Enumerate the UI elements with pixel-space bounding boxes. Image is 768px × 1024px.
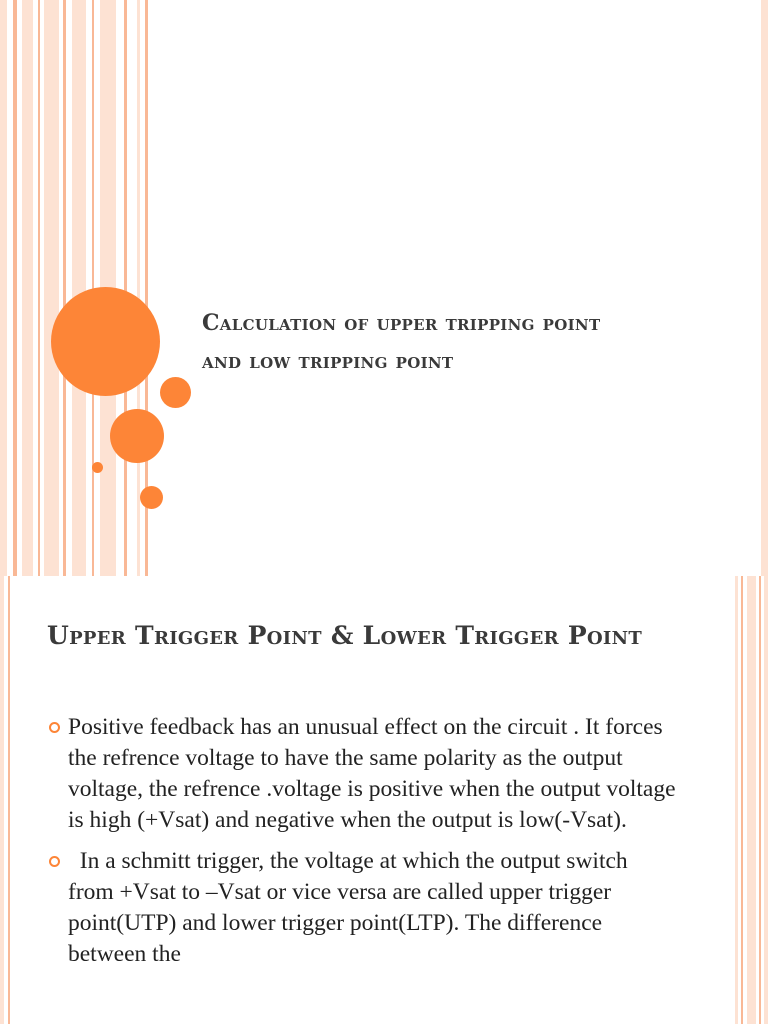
bullet-circle-icon bbox=[49, 722, 60, 733]
decor-circle bbox=[160, 377, 191, 408]
decor-circle bbox=[110, 409, 164, 463]
decor-stripe bbox=[735, 576, 738, 1024]
decor-stripe bbox=[22, 0, 33, 576]
decor-stripe bbox=[124, 0, 127, 576]
bullet-text: Positive feedback has an unusual effect on the circuit . It forces the refrence voltage to have the same polarity as the output voltage, the refrence .voltage is positive when the output voltage is high (+Vsat) and negative when the output is low(-Vsat). bbox=[68, 714, 682, 833]
slide-title-heading: Calculation of upper tripping point and low tripping point bbox=[202, 310, 601, 374]
decor-stripe bbox=[741, 576, 743, 1024]
slide-heading: Upper Trigger Point & Lower Trigger Point bbox=[47, 621, 643, 650]
bullet-list bbox=[46, 712, 682, 980]
decor-stripe bbox=[44, 0, 59, 576]
decor-stripe bbox=[13, 0, 17, 576]
list-item bbox=[46, 846, 676, 970]
decor-stripe bbox=[761, 0, 768, 576]
decor-stripe bbox=[759, 576, 761, 1024]
bullet-circle-icon bbox=[49, 856, 60, 867]
decor-stripe bbox=[63, 0, 66, 576]
decor-stripe bbox=[0, 0, 7, 576]
decor-stripe bbox=[137, 0, 140, 576]
slide-content bbox=[0, 576, 768, 1024]
decor-circle bbox=[92, 462, 103, 473]
decor-stripe bbox=[0, 576, 4, 1024]
list-item bbox=[46, 712, 682, 836]
decor-circle bbox=[51, 287, 160, 396]
decor-stripe bbox=[764, 576, 768, 1024]
decor-stripe bbox=[747, 576, 756, 1024]
decor-stripe bbox=[38, 0, 40, 576]
decor-stripe bbox=[72, 0, 86, 576]
bullet-text: In a schmitt trigger, the voltage at which the output switch from +Vsat to –Vsat or vice versa are called upper trigger point(UTP) and lower trigger point(LTP). The difference between the bbox=[68, 848, 634, 967]
decor-stripe bbox=[8, 576, 10, 1024]
decor-circle bbox=[140, 486, 163, 509]
